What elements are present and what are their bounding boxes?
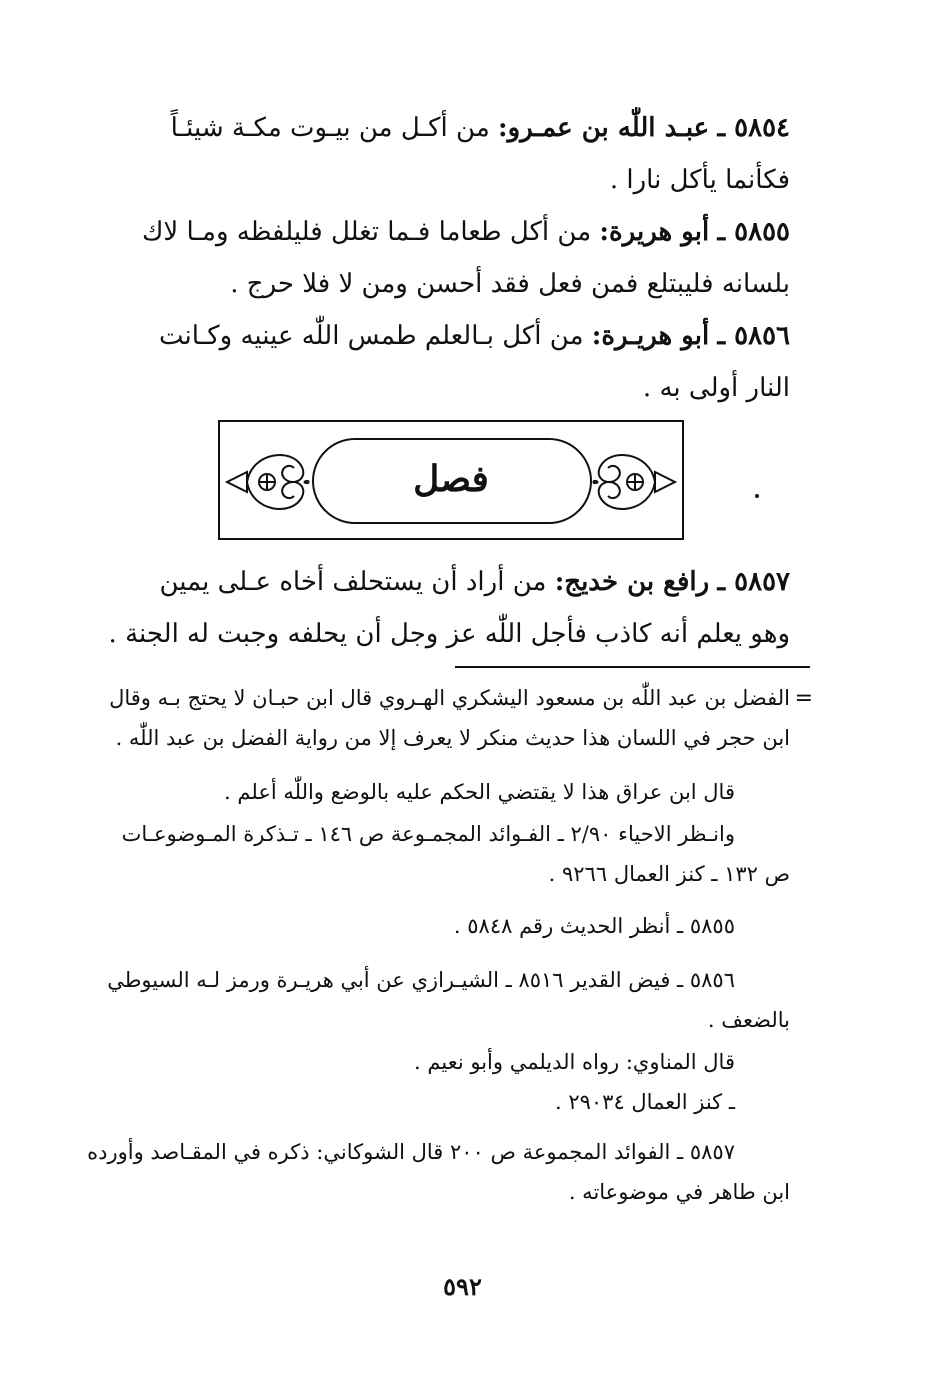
entry-number: ٥٨٥٦ ـ (717, 321, 790, 351)
entry-number: ٥٨٥٧ ـ (717, 567, 790, 597)
footnote-line: الفضل بن عبد اللّٰه بن مسعود اليشكري الهـروي قال ابن حبـان لا يحتج بـه وقال (109, 686, 790, 710)
page-number: ٥٩٢ (443, 1272, 482, 1301)
entry-line (110, 556, 790, 608)
continuation-mark: = (794, 686, 813, 711)
footnote-divider (455, 666, 810, 668)
footnote-line: قال ابن عراق هذا لا يقتضي الحكم عليه بالوضع واللّٰه أعلم . (224, 780, 735, 804)
footnote-references (110, 814, 790, 894)
entry-line (110, 102, 790, 154)
footnote-continued (110, 678, 790, 758)
footnote-line: قال المناوي: رواه الديلمي وأبو نعيم . (414, 1050, 735, 1074)
entry-text: من أراد أن يستحلف أخاه عـلى يمين (159, 567, 547, 597)
stray-dot (755, 494, 759, 498)
footnote-line: ٥٨٥٦ ـ فيض القدير ٨٥١٦ ـ الشيـرازي عن أبي هريـرة ورمز لـه السيوطي (107, 968, 735, 992)
section-heading-frame (218, 420, 684, 540)
footnote-line: ـ كنز العمال ٢٩٠٣٤ . (554, 1090, 735, 1114)
entry-text-continued: بلسانه فليبتلع فمن فعل فقد أحسن ومن لا فلا حرج . (230, 269, 790, 299)
footnote-line: وانـظر الاحياء ٢/٩٠ ـ الفـوائد المجمـوعة ص ١٤٦ ـ تـذكرة المـوضوعـات (121, 822, 735, 846)
entry-line (110, 310, 790, 362)
footnote-ibn-iraq (135, 772, 735, 812)
hadith-entry-5854 (110, 102, 790, 206)
entry-number: ٥٨٥٤ ـ (717, 113, 790, 143)
entry-text: من أكل بـالعلم طمس اللّٰه عينيه وكـانت (158, 321, 584, 351)
ornament-right-icon (590, 442, 680, 522)
footnote-line: ٥٨٥٥ ـ أنظر الحديث رقم ٥٨٤٨ . (453, 914, 735, 938)
footnote-munawi (135, 1042, 735, 1122)
narrator-name: عبـد اللّٰه بن عمـرو: (498, 113, 710, 143)
entry-text-continued: وهو يعلم أنه كاذب فأجل اللّٰه عز وجل أن يحلفه وجبت له الجنة . (108, 619, 790, 649)
hadith-entry-5856 (110, 310, 790, 414)
footnote-5856 (107, 960, 790, 1040)
narrator-name: رافع بن خديج: (554, 567, 710, 597)
entry-line (110, 206, 790, 258)
footnote-line: ابن طاهر في موضوعاته . (568, 1180, 790, 1204)
entry-text-continued: النار أولى به . (642, 373, 790, 403)
hadith-entry-5857 (110, 556, 790, 660)
footnote-line: بالضعف . (707, 1008, 790, 1032)
footnote-line: ص ١٣٢ ـ كنز العمال ٩٢٦٦ . (548, 862, 790, 886)
entry-text: من أكـل من بيـوت مكـة شيئـاً (170, 113, 490, 143)
entry-text: من أكل طعاما فـما تغلل فليلفظه ومـا لاك (141, 217, 592, 247)
section-title: فصل (413, 458, 489, 500)
footnote-5855 (135, 906, 735, 946)
footnote-line: ابن حجر في اللسان هذا حديث منكر لا يعرف إلا من رواية الفضل بن عبد اللّٰه . (115, 726, 790, 750)
narrator-name: أبو هريـرة: (591, 321, 710, 351)
entry-number: ٥٨٥٥ ـ (717, 217, 790, 247)
entry-text-continued: فكأنما يأكل نارا . (609, 165, 790, 195)
hadith-entry-5855 (110, 206, 790, 310)
footnote-5857 (87, 1132, 790, 1212)
narrator-name: أبو هريرة: (599, 217, 710, 247)
footnote-line: ٥٨٥٧ ـ الفوائد المجموعة ص ٢٠٠ قال الشوكاني: ذكره في المقـاصد وأورده (87, 1140, 735, 1164)
